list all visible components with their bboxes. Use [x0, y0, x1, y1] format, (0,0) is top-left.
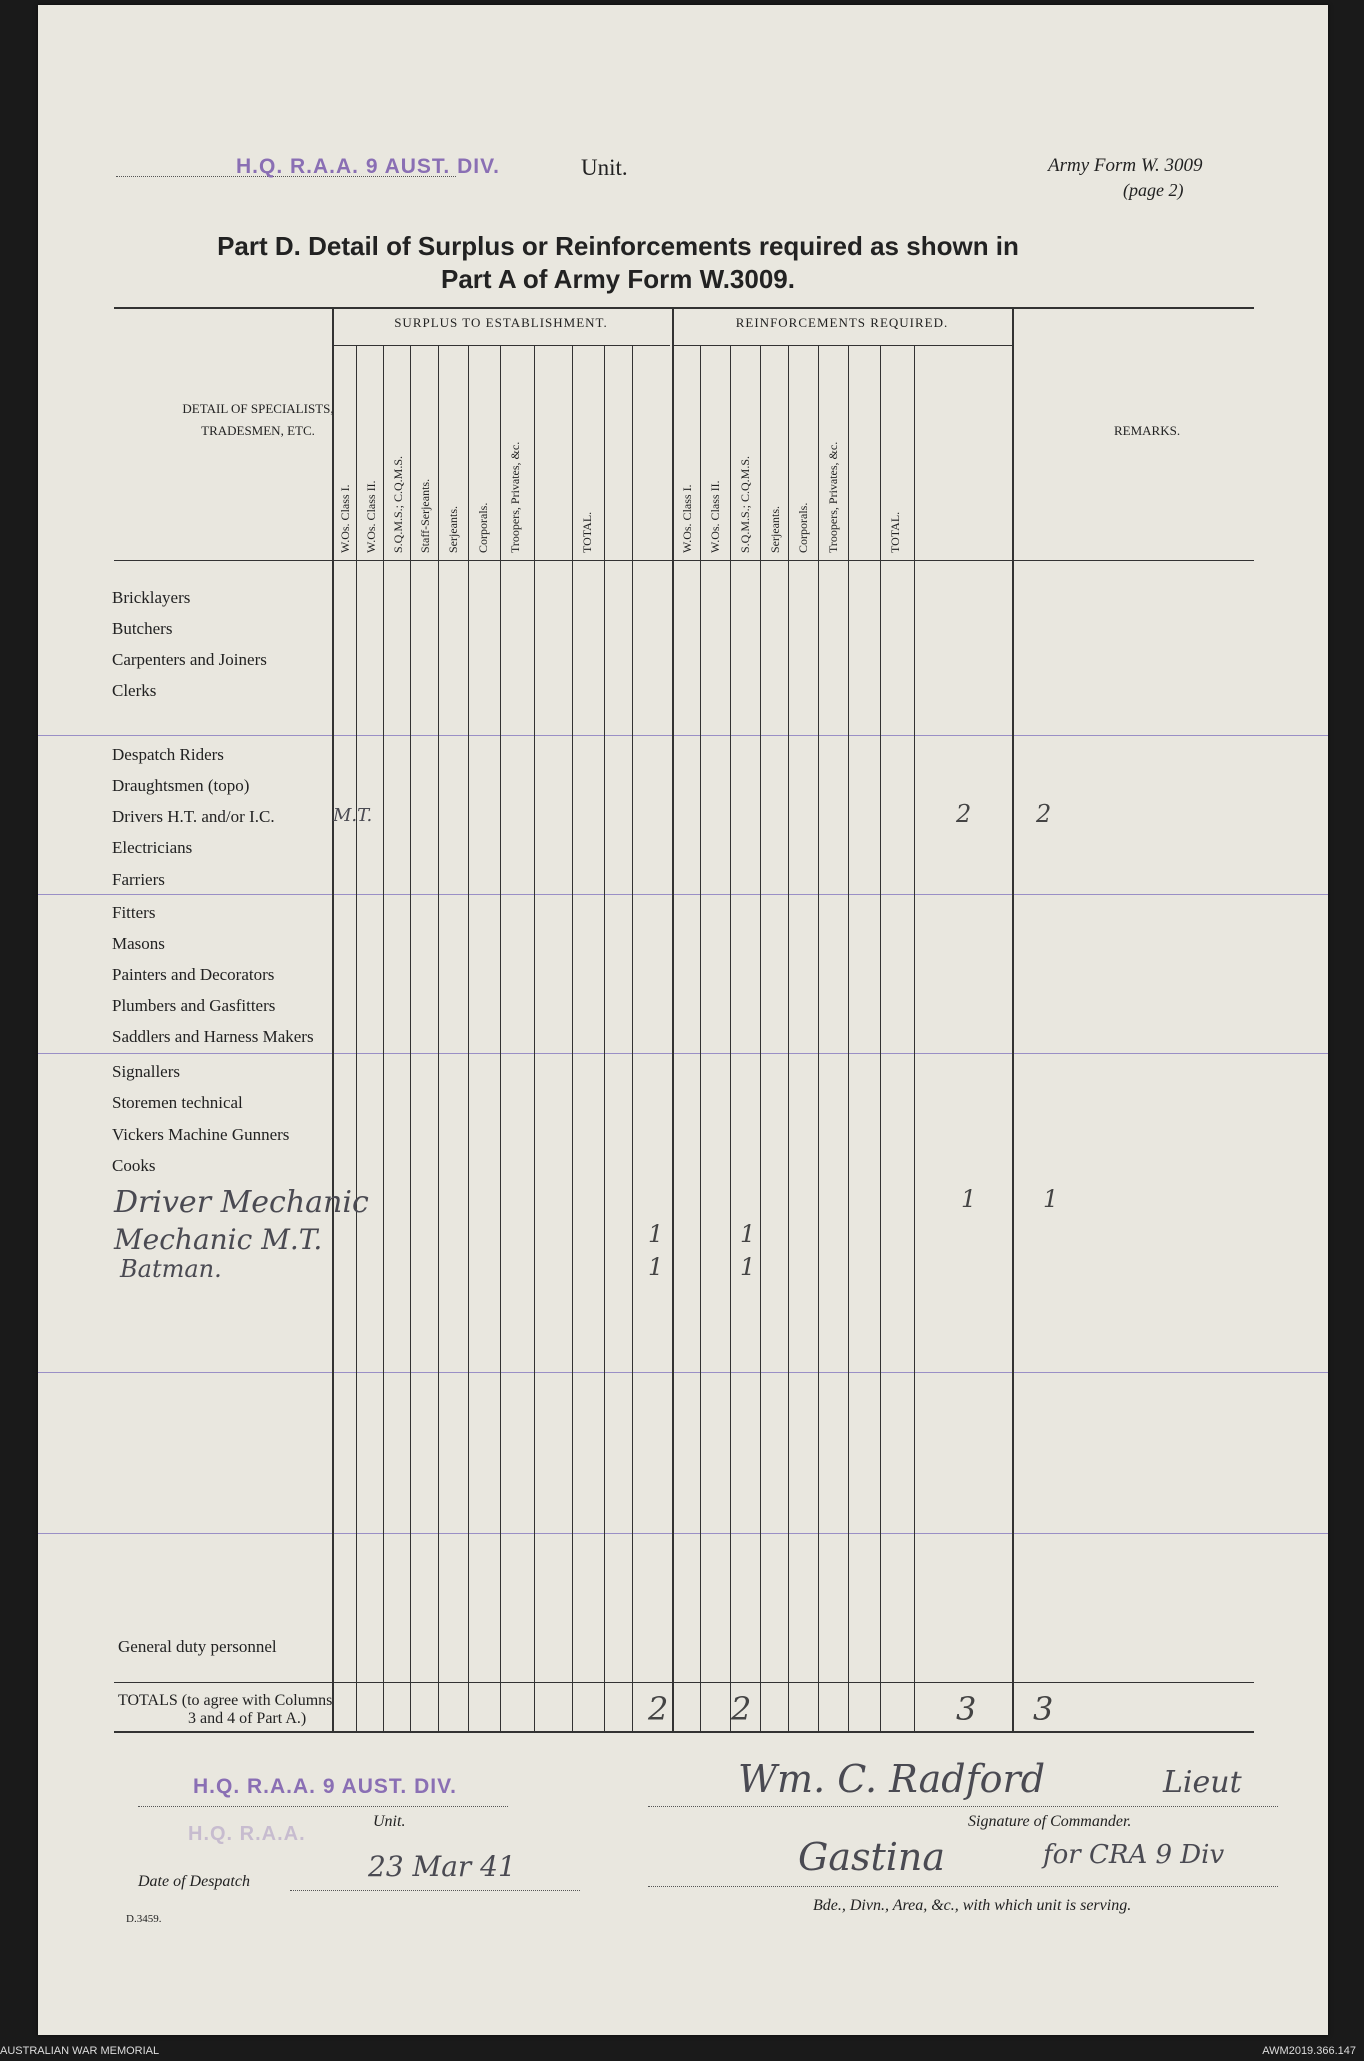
- surplus-column-header: Troopers, Privates, &c.: [508, 441, 522, 553]
- unit-label: Unit.: [581, 155, 628, 180]
- reinf-column-header: S.Q.M.S.; C.Q.M.S.: [738, 455, 752, 553]
- row-general-duty: General duty personnel: [118, 1637, 277, 1656]
- surplus-column-header: Corporals.: [476, 502, 490, 553]
- hand-for: for CRA 9 Div: [1043, 1840, 1225, 1870]
- hand-extra-row-2: Mechanic M.T.: [114, 1223, 323, 1256]
- hand-drivers-mt: M.T.: [333, 805, 373, 826]
- row-label: Painters and Decorators: [112, 965, 275, 984]
- hand-totals-surplus-total: 2: [731, 1690, 752, 1728]
- footer-unit-stamp-faint: H.Q. R.A.A.: [188, 1823, 306, 1845]
- grid-column-line: [760, 345, 761, 1732]
- hand-extra-row-3-surplus-total: 1: [740, 1253, 756, 1281]
- row-label: Vickers Machine Gunners: [112, 1125, 290, 1144]
- row-label: Clerks: [112, 681, 157, 700]
- hand-totals-reinf-total: 3: [1033, 1690, 1054, 1728]
- grid-column-line: [332, 307, 334, 1732]
- detail-header: DETAIL OF SPECIALISTS, TRADESMEN, ETC.: [182, 401, 334, 438]
- grid-column-line: [468, 345, 469, 1732]
- reinf-column-header: W.Os. Class II.: [708, 480, 722, 553]
- surplus-column-header: W.Os. Class II.: [364, 480, 378, 553]
- ruled-line: [38, 1053, 1328, 1054]
- page-ref: (page 2): [1123, 180, 1184, 200]
- row-label: Signallers: [112, 1062, 180, 1081]
- grid-column-line: [534, 345, 535, 1732]
- reinf-column-header: TOTAL.: [888, 511, 902, 553]
- footer-unit-label: Unit.: [373, 1813, 406, 1830]
- form-title-line-1: Part D. Detail of Surplus or Reinforcements required as shown in: [217, 231, 1019, 261]
- grid-column-line: [672, 307, 674, 1732]
- hand-extra-row-1: Driver Mechanic: [114, 1185, 369, 1220]
- form-title-line-2: Part A of Army Form W.3009.: [441, 264, 795, 294]
- row-label: Saddlers and Harness Makers: [112, 1027, 314, 1046]
- credit-left: AUSTRALIAN WAR MEMORIAL: [0, 2045, 160, 2057]
- row-label: Masons: [112, 934, 165, 953]
- reinf-column-header: W.Os. Class I.: [680, 484, 694, 553]
- table-top-border: [114, 307, 1254, 309]
- ruled-line: [38, 894, 1328, 895]
- grid-column-line: [848, 345, 849, 1732]
- grid-column-line: [410, 345, 411, 1732]
- row-label: Drivers H.T. and/or I.C.: [112, 807, 275, 826]
- row-label: Carpenters and Joiners: [112, 650, 267, 669]
- credit-right: AWM2019.366.147: [1262, 2045, 1356, 2057]
- grid-column-line: [604, 345, 605, 1732]
- surplus-column-header: W.Os. Class I.: [338, 484, 352, 553]
- row-label: Plumbers and Gasfitters: [112, 996, 276, 1015]
- remarks-header: REMARKS.: [1114, 423, 1181, 438]
- grid-column-line: [383, 345, 384, 1732]
- reinf-column-header: Troopers, Privates, &c.: [826, 441, 840, 553]
- totals-top-border: [114, 1682, 1254, 1683]
- form-code: D.3459.: [126, 1913, 162, 1925]
- ruled-line: [38, 1533, 1328, 1534]
- date-line: [290, 1889, 580, 1891]
- table-bottom-border: [114, 1731, 1254, 1733]
- surplus-column-header: Staff-Serjeants.: [418, 478, 432, 553]
- hand-extra-row-3-surplus-troopers: 1: [648, 1253, 664, 1281]
- totals-label-1: TOTALS (to agree with Columns: [118, 1692, 333, 1709]
- hand-extra-row-1-reinf-troopers: 1: [961, 1185, 977, 1213]
- row-label: Electricians: [112, 838, 193, 857]
- signature-label: Signature of Commander.: [968, 1813, 1132, 1830]
- reinf-header: REINFORCEMENTS REQUIRED.: [735, 315, 949, 330]
- footer-unit-line: [138, 1805, 508, 1807]
- bde-line: [648, 1885, 1278, 1887]
- hand-rank: Lieut: [1163, 1765, 1242, 1800]
- hand-totals-surplus-troopers: 2: [648, 1690, 669, 1728]
- grid-column-line: [500, 345, 501, 1732]
- grid-column-line: [700, 345, 701, 1732]
- hand-extra-row-2-surplus-troopers: 1: [648, 1220, 664, 1248]
- date-label: Date of Despatch: [138, 1873, 250, 1890]
- surplus-column-header: Serjeants.: [446, 506, 460, 553]
- grid-column-line: [818, 345, 819, 1732]
- grid-column-line: [880, 345, 881, 1732]
- surplus-column-header: TOTAL.: [580, 511, 594, 553]
- reinf-header-underline: [672, 345, 1012, 346]
- grid-column-line: [730, 345, 731, 1732]
- row-label: Bricklayers: [112, 588, 191, 607]
- hand-drivers-reinf-troopers: 2: [956, 800, 972, 828]
- grid-column-line: [788, 345, 789, 1732]
- hand-extra-row-2-surplus-total: 1: [740, 1220, 756, 1248]
- grid-column-line: [1012, 307, 1014, 1732]
- row-label: Draughtsmen (topo): [112, 776, 250, 795]
- hand-totals-reinf-troopers: 3: [956, 1690, 977, 1728]
- surplus-column-header: S.Q.M.S.; C.Q.M.S.: [391, 455, 405, 553]
- form-name: Army Form W. 3009: [1048, 155, 1203, 176]
- totals-label-2: 3 and 4 of Part A.): [188, 1710, 307, 1727]
- hand-date: 23 Mar 41: [368, 1850, 516, 1883]
- grid-column-line: [914, 345, 915, 1732]
- signature-line: [648, 1805, 1278, 1807]
- grid-column-line: [632, 345, 633, 1732]
- surplus-header: SURPLUS TO ESTABLISHMENT.: [394, 315, 608, 330]
- unit-stamp: H.Q. R.A.A. 9 AUST. DIV.: [236, 155, 500, 178]
- reinf-column-header: Corporals.: [796, 502, 810, 553]
- form-page: [38, 5, 1328, 2035]
- row-label: Despatch Riders: [112, 745, 224, 764]
- hand-extra-row-1-reinf-total: 1: [1043, 1185, 1059, 1213]
- row-label: Butchers: [112, 619, 173, 638]
- ruled-line: [38, 1372, 1328, 1373]
- row-label: Farriers: [112, 870, 165, 889]
- hand-extra-row-3: Batman.: [120, 1255, 222, 1283]
- hand-signature: Wm. C. Radford: [738, 1757, 1046, 1801]
- row-label: Cooks: [112, 1156, 156, 1175]
- row-label: Fitters: [112, 903, 156, 922]
- grid-column-line: [438, 345, 439, 1732]
- grid-column-line: [356, 345, 357, 1732]
- footer-unit-stamp: H.Q. R.A.A. 9 AUST. DIV.: [193, 1775, 457, 1798]
- hand-place: Gastina: [798, 1835, 946, 1879]
- grid-column-line: [572, 345, 573, 1732]
- ruled-line: [38, 735, 1328, 736]
- hand-drivers-reinf-total: 2: [1036, 800, 1052, 828]
- bde-label: Bde., Divn., Area, &c., with which unit is serving.: [813, 1897, 1132, 1914]
- reinf-column-header: Serjeants.: [768, 506, 782, 553]
- row-label: Storemen technical: [112, 1093, 243, 1112]
- header-bottom-border: [114, 560, 1254, 561]
